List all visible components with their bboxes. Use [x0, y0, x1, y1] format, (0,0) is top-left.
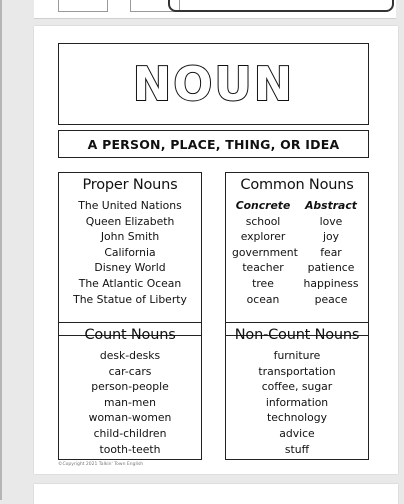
common-nouns-card	[225, 172, 369, 336]
list-item: joy	[323, 230, 339, 244]
list-item: school	[245, 214, 281, 228]
proper-nouns-card	[58, 172, 202, 336]
list-item: The Atlantic Ocean	[78, 276, 182, 290]
non-count-nouns-card	[225, 322, 369, 460]
list-item: coffee, sugar	[261, 380, 333, 394]
concrete-label: Concrete	[235, 199, 291, 212]
list-item: government	[232, 245, 298, 259]
list-item: transportation	[258, 364, 336, 378]
list-item: car-cars	[108, 364, 152, 378]
non-count-nouns-heading: Non-Count Nouns	[234, 327, 360, 343]
list-item: explorer	[240, 230, 286, 244]
list-item: tooth-teeth	[99, 442, 161, 456]
page-title: NOUN	[132, 57, 295, 111]
list-item: stuff	[284, 442, 310, 456]
previous-page-box-3	[168, 0, 394, 12]
list-item: teacher	[242, 261, 284, 275]
list-item: peace	[314, 292, 348, 306]
list-item: The Statue of Liberty	[73, 292, 187, 306]
list-item: happiness	[303, 276, 359, 290]
abstract-column	[300, 198, 362, 307]
list-item: ocean	[246, 292, 280, 306]
list-item: fear	[320, 245, 342, 259]
proper-nouns-heading: Proper Nouns	[82, 177, 178, 193]
worksheet-page	[34, 26, 398, 474]
list-item: Disney World	[94, 261, 166, 275]
count-nouns-card	[58, 322, 202, 460]
count-nouns-heading: Count Nouns	[84, 327, 176, 343]
list-item: California	[104, 245, 156, 259]
list-item: furniture	[273, 349, 321, 362]
common-nouns-columns	[226, 198, 368, 307]
next-page-strip	[34, 484, 398, 504]
list-item: man-men	[104, 395, 156, 409]
left-edge-line	[0, 0, 2, 500]
copyright-text: ©Copyright 2021 Talkin' Town English	[58, 462, 144, 467]
list-item: information	[265, 395, 329, 409]
definition-box	[58, 130, 369, 158]
previous-page-strip	[34, 0, 396, 19]
list-item: desk-desks	[99, 349, 161, 362]
list-item: tree	[252, 276, 274, 290]
common-nouns-heading: Common Nouns	[240, 177, 354, 193]
list-item: person-people	[91, 380, 169, 394]
list-item: patience	[307, 261, 355, 275]
definition-text: A PERSON, PLACE, THING, OR IDEA	[87, 136, 340, 152]
list-item: The United Nations	[78, 199, 182, 212]
list-item: child-children	[93, 426, 167, 440]
list-item: Queen Elizabeth	[85, 214, 175, 228]
list-item: John Smith	[100, 230, 160, 244]
list-item: love	[319, 214, 343, 228]
list-item: woman-women	[88, 411, 172, 425]
list-item: advice	[279, 426, 315, 440]
previous-page-box-1	[58, 0, 108, 12]
title-box	[58, 43, 369, 125]
concrete-column	[232, 198, 298, 307]
abstract-label: Abstract	[305, 199, 357, 212]
list-item: technology	[267, 411, 327, 425]
